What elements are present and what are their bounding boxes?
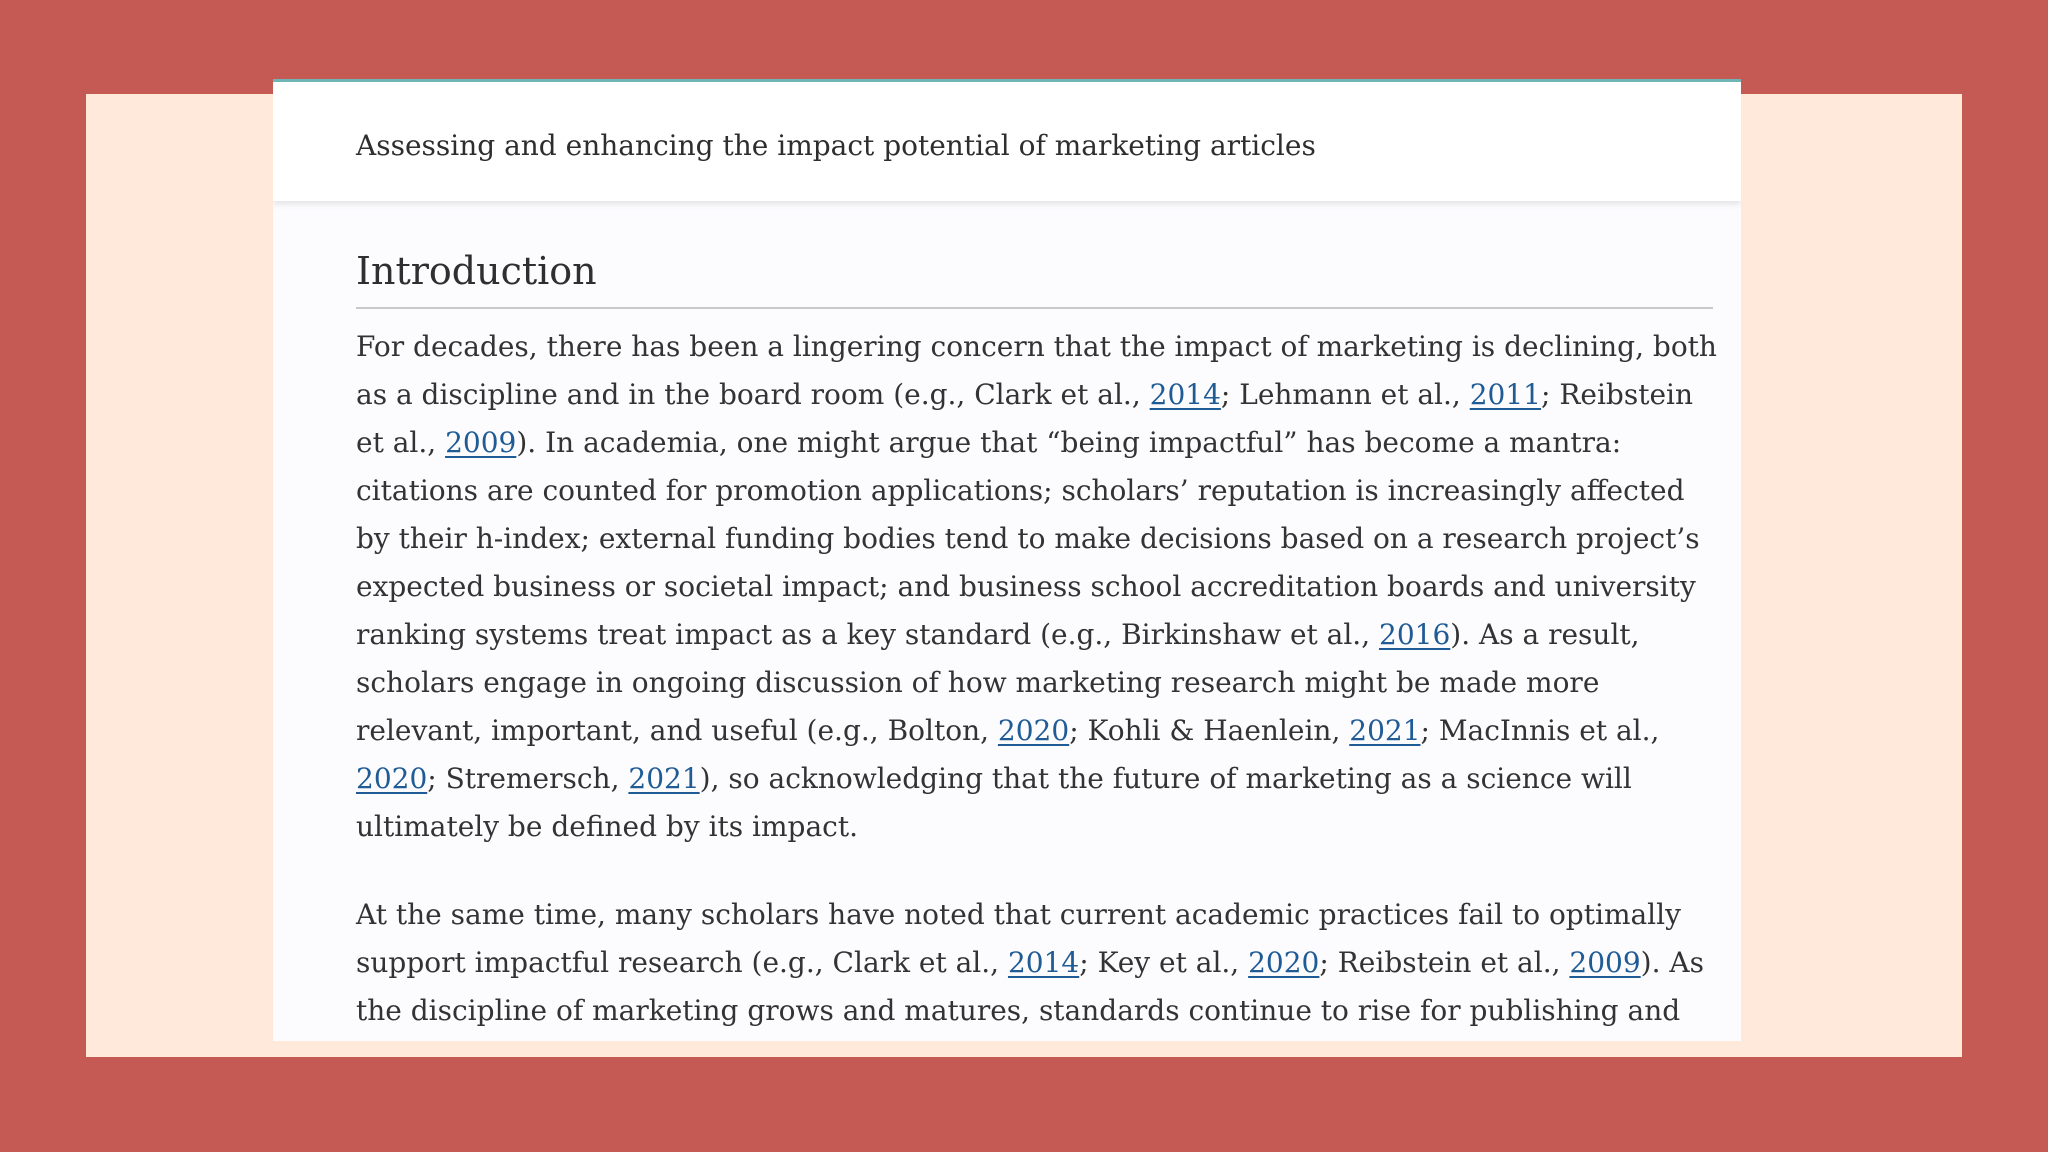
- text-line: [356, 611, 1713, 659]
- text-run: ; Stremersch,: [427, 761, 629, 795]
- text-run: ). As a result,: [1450, 617, 1640, 651]
- text-run: expected business or societal impact; and business school accreditation boards and university: [356, 569, 1696, 603]
- text-line: [356, 371, 1713, 419]
- text-line: [356, 659, 1713, 707]
- paragraphs-container: [356, 323, 1717, 1035]
- text-run: the discipline of marketing grows and matures, standards continue to rise for publishing and: [356, 993, 1681, 1027]
- citation-link[interactable]: 2011: [1469, 377, 1541, 411]
- citation-link[interactable]: 2016: [1379, 617, 1451, 651]
- text-run: ranking systems treat impact as a key standard (e.g., Birkinshaw et al.,: [356, 617, 1380, 651]
- text-line: [356, 467, 1713, 515]
- citation-link[interactable]: 2009: [445, 425, 517, 459]
- text-run: ; Lehmann et al.,: [1220, 377, 1470, 411]
- text-line: [356, 803, 1713, 851]
- text-run: ; Key et al.,: [1079, 945, 1249, 979]
- text-line: [356, 939, 1713, 987]
- text-run: At the same time, many scholars have noted that current academic practices fail to optimally: [356, 897, 1681, 931]
- citation-link[interactable]: 2014: [1149, 377, 1221, 411]
- text-run: ; Reibstein et al.,: [1319, 945, 1570, 979]
- text-run: relevant, important, and useful (e.g., Bolton,: [356, 713, 998, 747]
- text-line: [356, 707, 1713, 755]
- text-run: as a discipline and in the board room (e.g., Clark et al.,: [356, 377, 1150, 411]
- paragraph: [356, 323, 1717, 851]
- text-run: For decades, there has been a lingering concern that the impact of marketing is declining, both: [356, 329, 1717, 363]
- text-run: et al.,: [356, 425, 446, 459]
- text-run: by their h-index; external funding bodies tend to make decisions based on a research project’s: [356, 521, 1700, 555]
- text-run: ; Reibstein: [1540, 377, 1694, 411]
- article-header: [273, 82, 1741, 201]
- text-run: citations are counted for promotion applications; scholars’ reputation is increasingly affected: [356, 473, 1685, 507]
- article-body: [356, 249, 1717, 1035]
- citation-link[interactable]: 2009: [1569, 945, 1641, 979]
- article-title: Assessing and enhancing the impact potential of marketing articles: [356, 129, 1316, 162]
- paragraph: [356, 891, 1713, 1035]
- text-line: [356, 755, 1713, 803]
- text-run: support impactful research (e.g., Clark et al.,: [356, 945, 1008, 979]
- text-run: scholars engage in ongoing discussion of how marketing research might be made more: [356, 665, 1600, 699]
- article-card: [273, 79, 1741, 1041]
- citation-link[interactable]: 2014: [1007, 945, 1080, 979]
- text-run: ; Kohli & Haenlein,: [1069, 713, 1350, 747]
- text-run: ultimately be defined by its impact.: [356, 809, 859, 843]
- citation-link[interactable]: 2020: [1248, 945, 1320, 979]
- text-run: ; MacInnis et al.,: [1420, 713, 1660, 747]
- citation-link[interactable]: 2021: [1349, 713, 1421, 747]
- citation-link[interactable]: 2021: [628, 761, 700, 795]
- text-line: [356, 323, 1717, 371]
- section-heading: Introduction: [356, 249, 1713, 309]
- text-line: [356, 419, 1713, 467]
- text-run: ). As: [1640, 945, 1704, 979]
- text-line: [356, 891, 1713, 939]
- citation-link[interactable]: 2020: [997, 713, 1070, 747]
- text-run: ), so acknowledging that the future of marketing as a science will: [699, 761, 1632, 795]
- text-line: [356, 563, 1713, 611]
- text-line: [356, 515, 1713, 563]
- citation-link[interactable]: 2020: [356, 761, 428, 795]
- text-run: ). In academia, one might argue that “being impactful” has become a mantra:: [516, 425, 1622, 459]
- text-line: [356, 987, 1713, 1035]
